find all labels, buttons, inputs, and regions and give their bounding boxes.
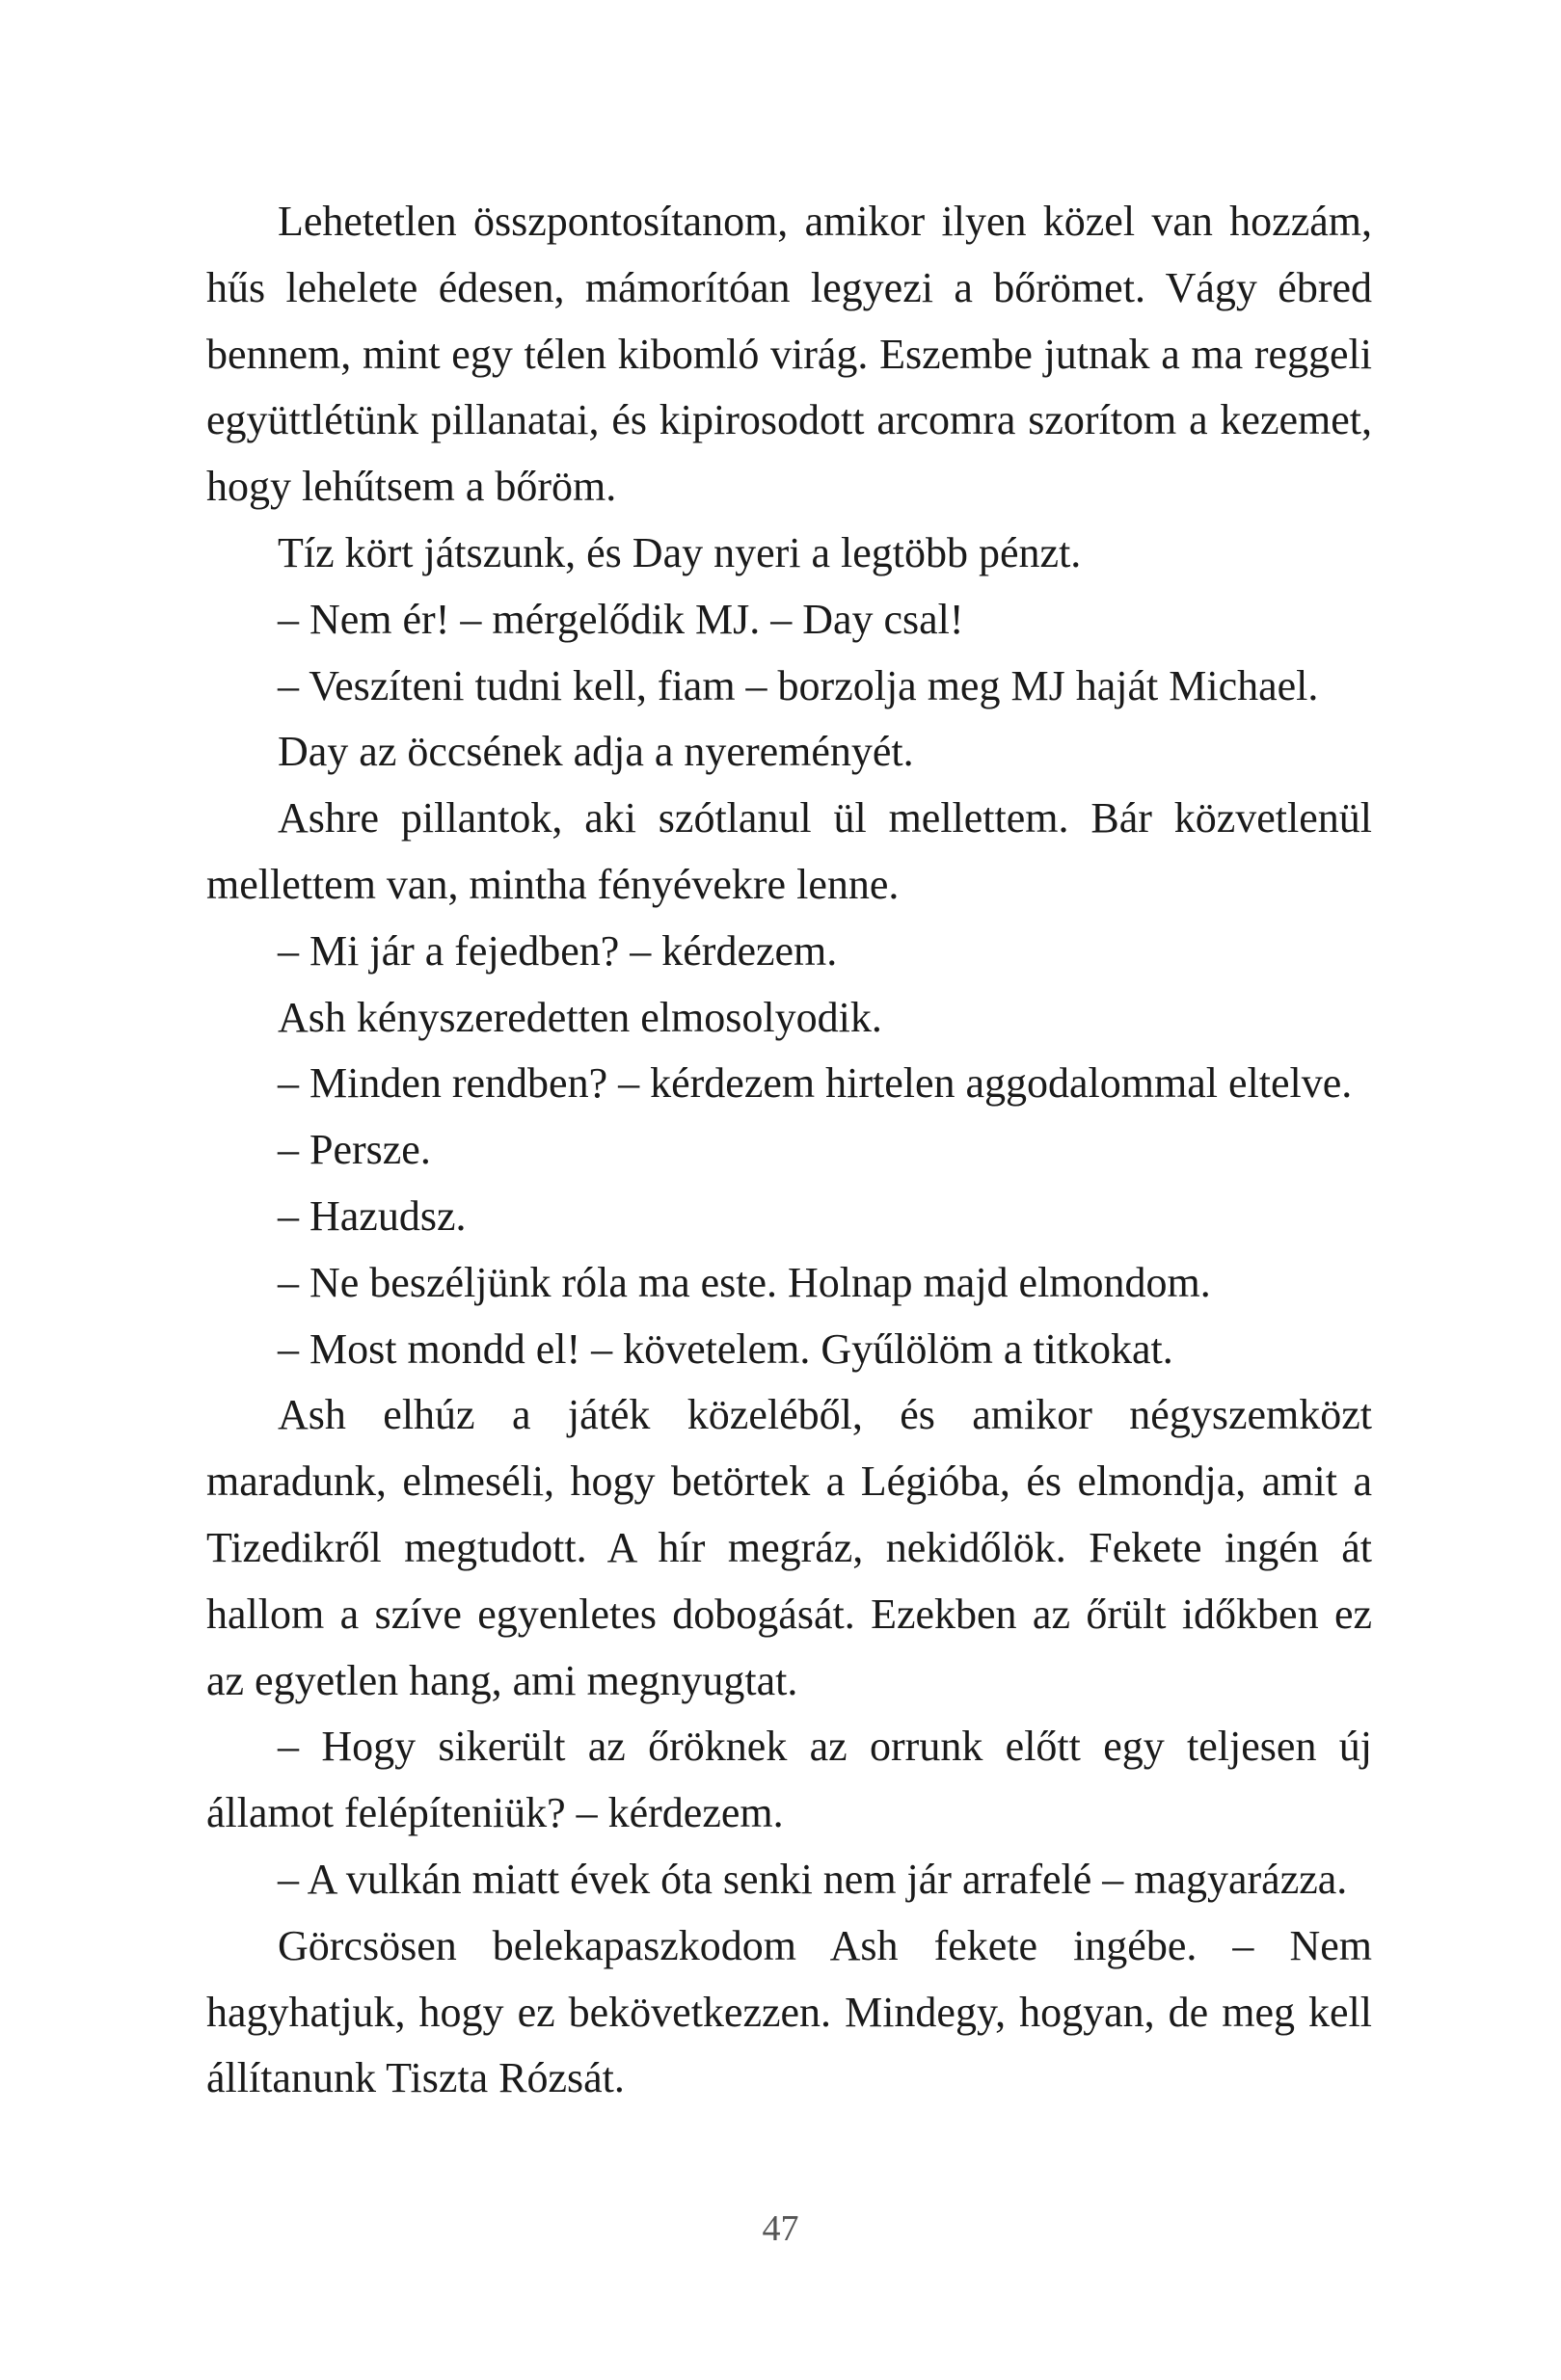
page-number: 47 xyxy=(762,2208,799,2249)
paragraph: – Minden rendben? – kérdezem hirtelen aggodalommal eltelve. xyxy=(278,1059,1353,1108)
paragraph: – Nem ér! – mérgelődik MJ. – Day csal! xyxy=(278,595,964,643)
paragraph: – Mi jár a fejedben? – kérdezem. xyxy=(278,926,838,975)
paragraph: – A vulkán miatt évek óta senki nem jár arrafelé – magyarázza. xyxy=(278,1855,1348,1903)
paragraph: Ash elhúz a játék közeléből, és amikor négyszemközt maradunk, elmeséli, hogy betörtek a Légióba, és elmondja, amit a Tizedikről megtudott. A hír megráz, nekidőlök. Fekete ingén át hallom a szíve egyenletes dobogását. Ezekben az őrült időkben ez az egyetlen hang, ami megnyugtat. xyxy=(206,1391,1372,1704)
paragraph: – Veszíteni tudni kell, fiam – borzolja meg MJ haját Michael. xyxy=(278,661,1319,709)
paragraph: Tíz kört játszunk, és Day nyeri a legtöbb pénzt. xyxy=(278,528,1082,576)
paragraph: Ashre pillantok, aki szótlanul ül mellettem. Bár közvetlenül mellettem van, mintha fényévekre lenne. xyxy=(206,794,1372,908)
paragraph: – Ne beszéljünk róla ma este. Holnap majd elmondom. xyxy=(278,1258,1211,1306)
paragraph: Day az öccsének adja a nyereményét. xyxy=(278,728,914,776)
paragraph: Ash kényszeredetten elmosolyodik. xyxy=(278,993,882,1041)
paragraph: Lehetetlen összpontosítanom, amikor ilyen közel van hozzám, hűs lehelete édesen, mámorítóan legyezi a bőrömet. Vágy ébred bennem, mint egy télen kibomló virág. Eszembe jutnak a ma reggeli együttlétünk pillanatai, és kipirosodott arcomra szorítom a kezemet, hogy lehűtsem a bőröm. xyxy=(206,198,1372,511)
paragraph: – Most mondd el! – követelem. Gyűlölöm a titkokat. xyxy=(278,1324,1173,1373)
page-body xyxy=(206,189,1372,2112)
paragraph: – Hogy sikerült az őröknek az orrunk előtt egy teljesen új államot felépíteniük? – kérdezem. xyxy=(206,1723,1372,1837)
paragraph: Görcsösen belekapaszkodom Ash fekete ingébe. – Nem hagyhatjuk, hogy ez bekövetkezzen. Mindegy, hogyan, de meg kell állítanunk Tiszta Rózsát. xyxy=(206,1921,1372,2102)
paragraph: – Hazudsz. xyxy=(278,1191,467,1240)
paragraph: – Persze. xyxy=(278,1126,431,1174)
